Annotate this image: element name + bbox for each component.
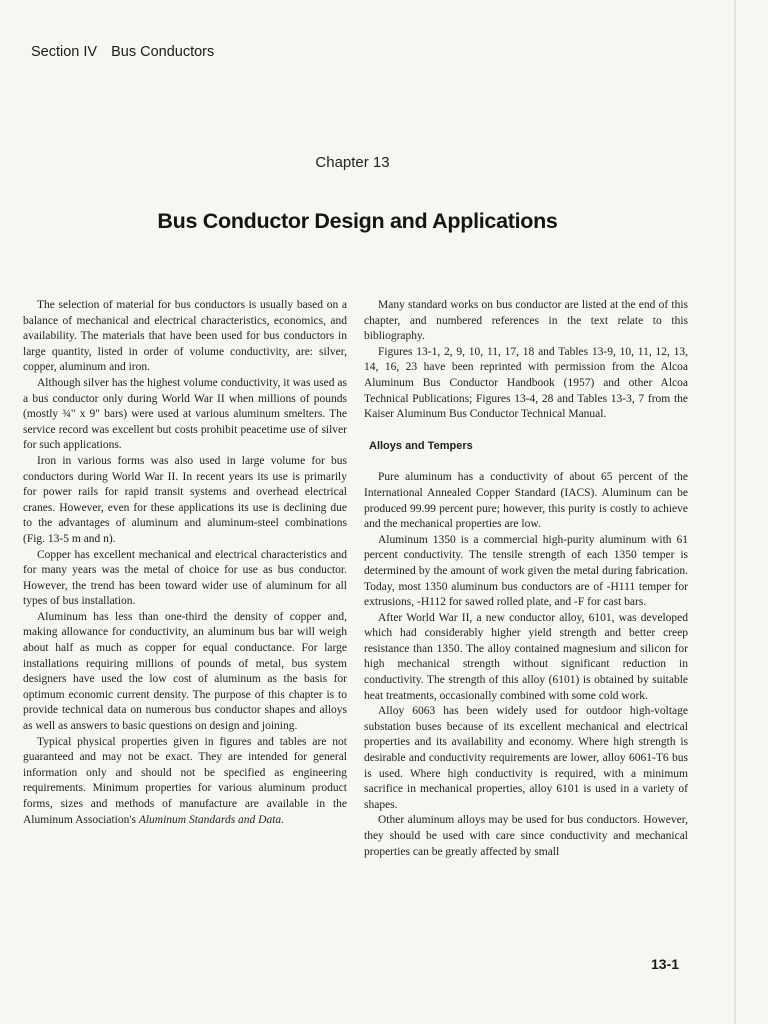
body-paragraph: Copper has excellent mechanical and electrical characteristics and for many years was the metal of choice for use as bus conductor. However, the trend has been toward wider use of aluminum for all types of bus installation. xyxy=(23,548,347,608)
body-paragraph: Figures 13-1, 2, 9, 10, 11, 17, 18 and Tables 13-9, 10, 11, 12, 13, 14, 16, 23 have been reprinted with permission from the Alcoa Aluminum Bus Conductor Handbook (1957) and other Alcoa Technical Publications; Figures 13-4, 28 and Tables 13-3, 7 from the Kaiser Aluminum Bus Conductor Technical Manual. xyxy=(364,345,688,421)
body-paragraph: After World War II, a new conductor alloy, 6101, was developed which had considerably higher yield strength and better creep resistance than 1350. The alloy contained magnesium and silicon for high mechanical strength without significant reduction in conductivity. The strength of this alloy (6101) is obtained by suitable heat treatments, occasionally combined with some cold work. xyxy=(364,611,688,702)
body-paragraph: Pure aluminum has a conductivity of about 65 percent of the International Annealed Copper Standard (IACS). Aluminum can be produced 99.99 percent pure; however, this purity is costly to achieve and the mechanical properties are low. xyxy=(364,471,688,531)
page-edge-divider xyxy=(734,0,736,1024)
body-paragraph: Many standard works on bus conductor are listed at the end of this chapter, and numbered references in the text relate to this bibliography. xyxy=(364,299,688,343)
body-paragraph-last xyxy=(23,735,347,829)
body-paragraph: Although silver has the highest volume conductivity, it was used as a bus conductor only during World War II when millions of pounds (mostly ¾" x 9" bars) were used at various aluminum smelters. The service record was excellent but costs prohibit peacetime use of silver for such applications. xyxy=(23,376,347,452)
section-title: Bus Conductors xyxy=(111,44,215,60)
section-number: Section IV xyxy=(31,44,98,60)
left-column xyxy=(23,298,347,828)
running-header xyxy=(31,44,214,60)
body-paragraph: Aluminum has less than one-third the density of copper and, making allowance for conductivity, an aluminum bus bar will weigh about half as much as copper for equal conductance. For large installations requiring millions of pounds of metal, bus system designers have used the low cost of aluminum as the basis for optimum economic current density. The purpose of this chapter is to provide technical data on numerous bus conductor shapes and alloys as well as answers to basic questions on design and joining. xyxy=(23,610,347,733)
chapter-label: Chapter 13 xyxy=(315,154,390,171)
publication-title: Aluminum Standards and Data. xyxy=(138,813,285,826)
paragraph-text: Typical physical properties given in figures and tables are not guaranteed and may not be exact. They are intended for general information only and should not be specified as engineering requirements. Minimum properties for various aluminum product forms, sizes and methods of manufacture are available in the Aluminum Association's xyxy=(23,735,347,826)
body-paragraph: Other aluminum alloys may be used for bus conductors. However, they should be used with care since conductivity and mechanical properties can be greatly affected by small xyxy=(364,814,688,858)
body-paragraph: The selection of material for bus conductors is usually based on a balance of mechanical and electrical characteristics, economics, and availability. The materials that have been used for bus conductors in large quantity, listed in order of volume conductivity, are: silver, copper, aluminum and iron. xyxy=(23,299,347,374)
page-number: 13-1 xyxy=(651,956,680,972)
body-paragraph: Iron in various forms was also used in large volume for bus conductors during World War II. In recent years its use is primarily for power rails for rapid transit systems and overhead electrical cranes. However, even for these applications its use is declining due to the advantages of aluminum and aluminum-steel combinations (Fig. 13-5 m and n). xyxy=(23,454,347,545)
right-column xyxy=(364,298,688,860)
body-paragraph: Alloy 6063 has been widely used for outdoor high-voltage substation buses because of its excellent mechanical and electrical properties and its availability and economy. Where high strength is desirable and conductivity requirements are lower, alloy 6061-T6 bus is used. Where high conductivity is required, with a minimum sacrifice in mechanical properties, alloy 6101 is used in a variety of shapes. xyxy=(364,705,688,811)
body-paragraph: Aluminum 1350 is a commercial high-purity aluminum with 61 percent conductivity. The tensile strength of each 1350 temper is determined by the amount of work given the metal during fabrication. Today, most 1350 aluminum bus conductors are of -H111 temper for extrusions, -H112 for sawed rolled plate, and -F for cast bars. xyxy=(364,533,688,609)
subsection-heading: Alloys and Tempers xyxy=(369,439,473,452)
chapter-title: Bus Conductor Design and Applications xyxy=(157,209,558,233)
